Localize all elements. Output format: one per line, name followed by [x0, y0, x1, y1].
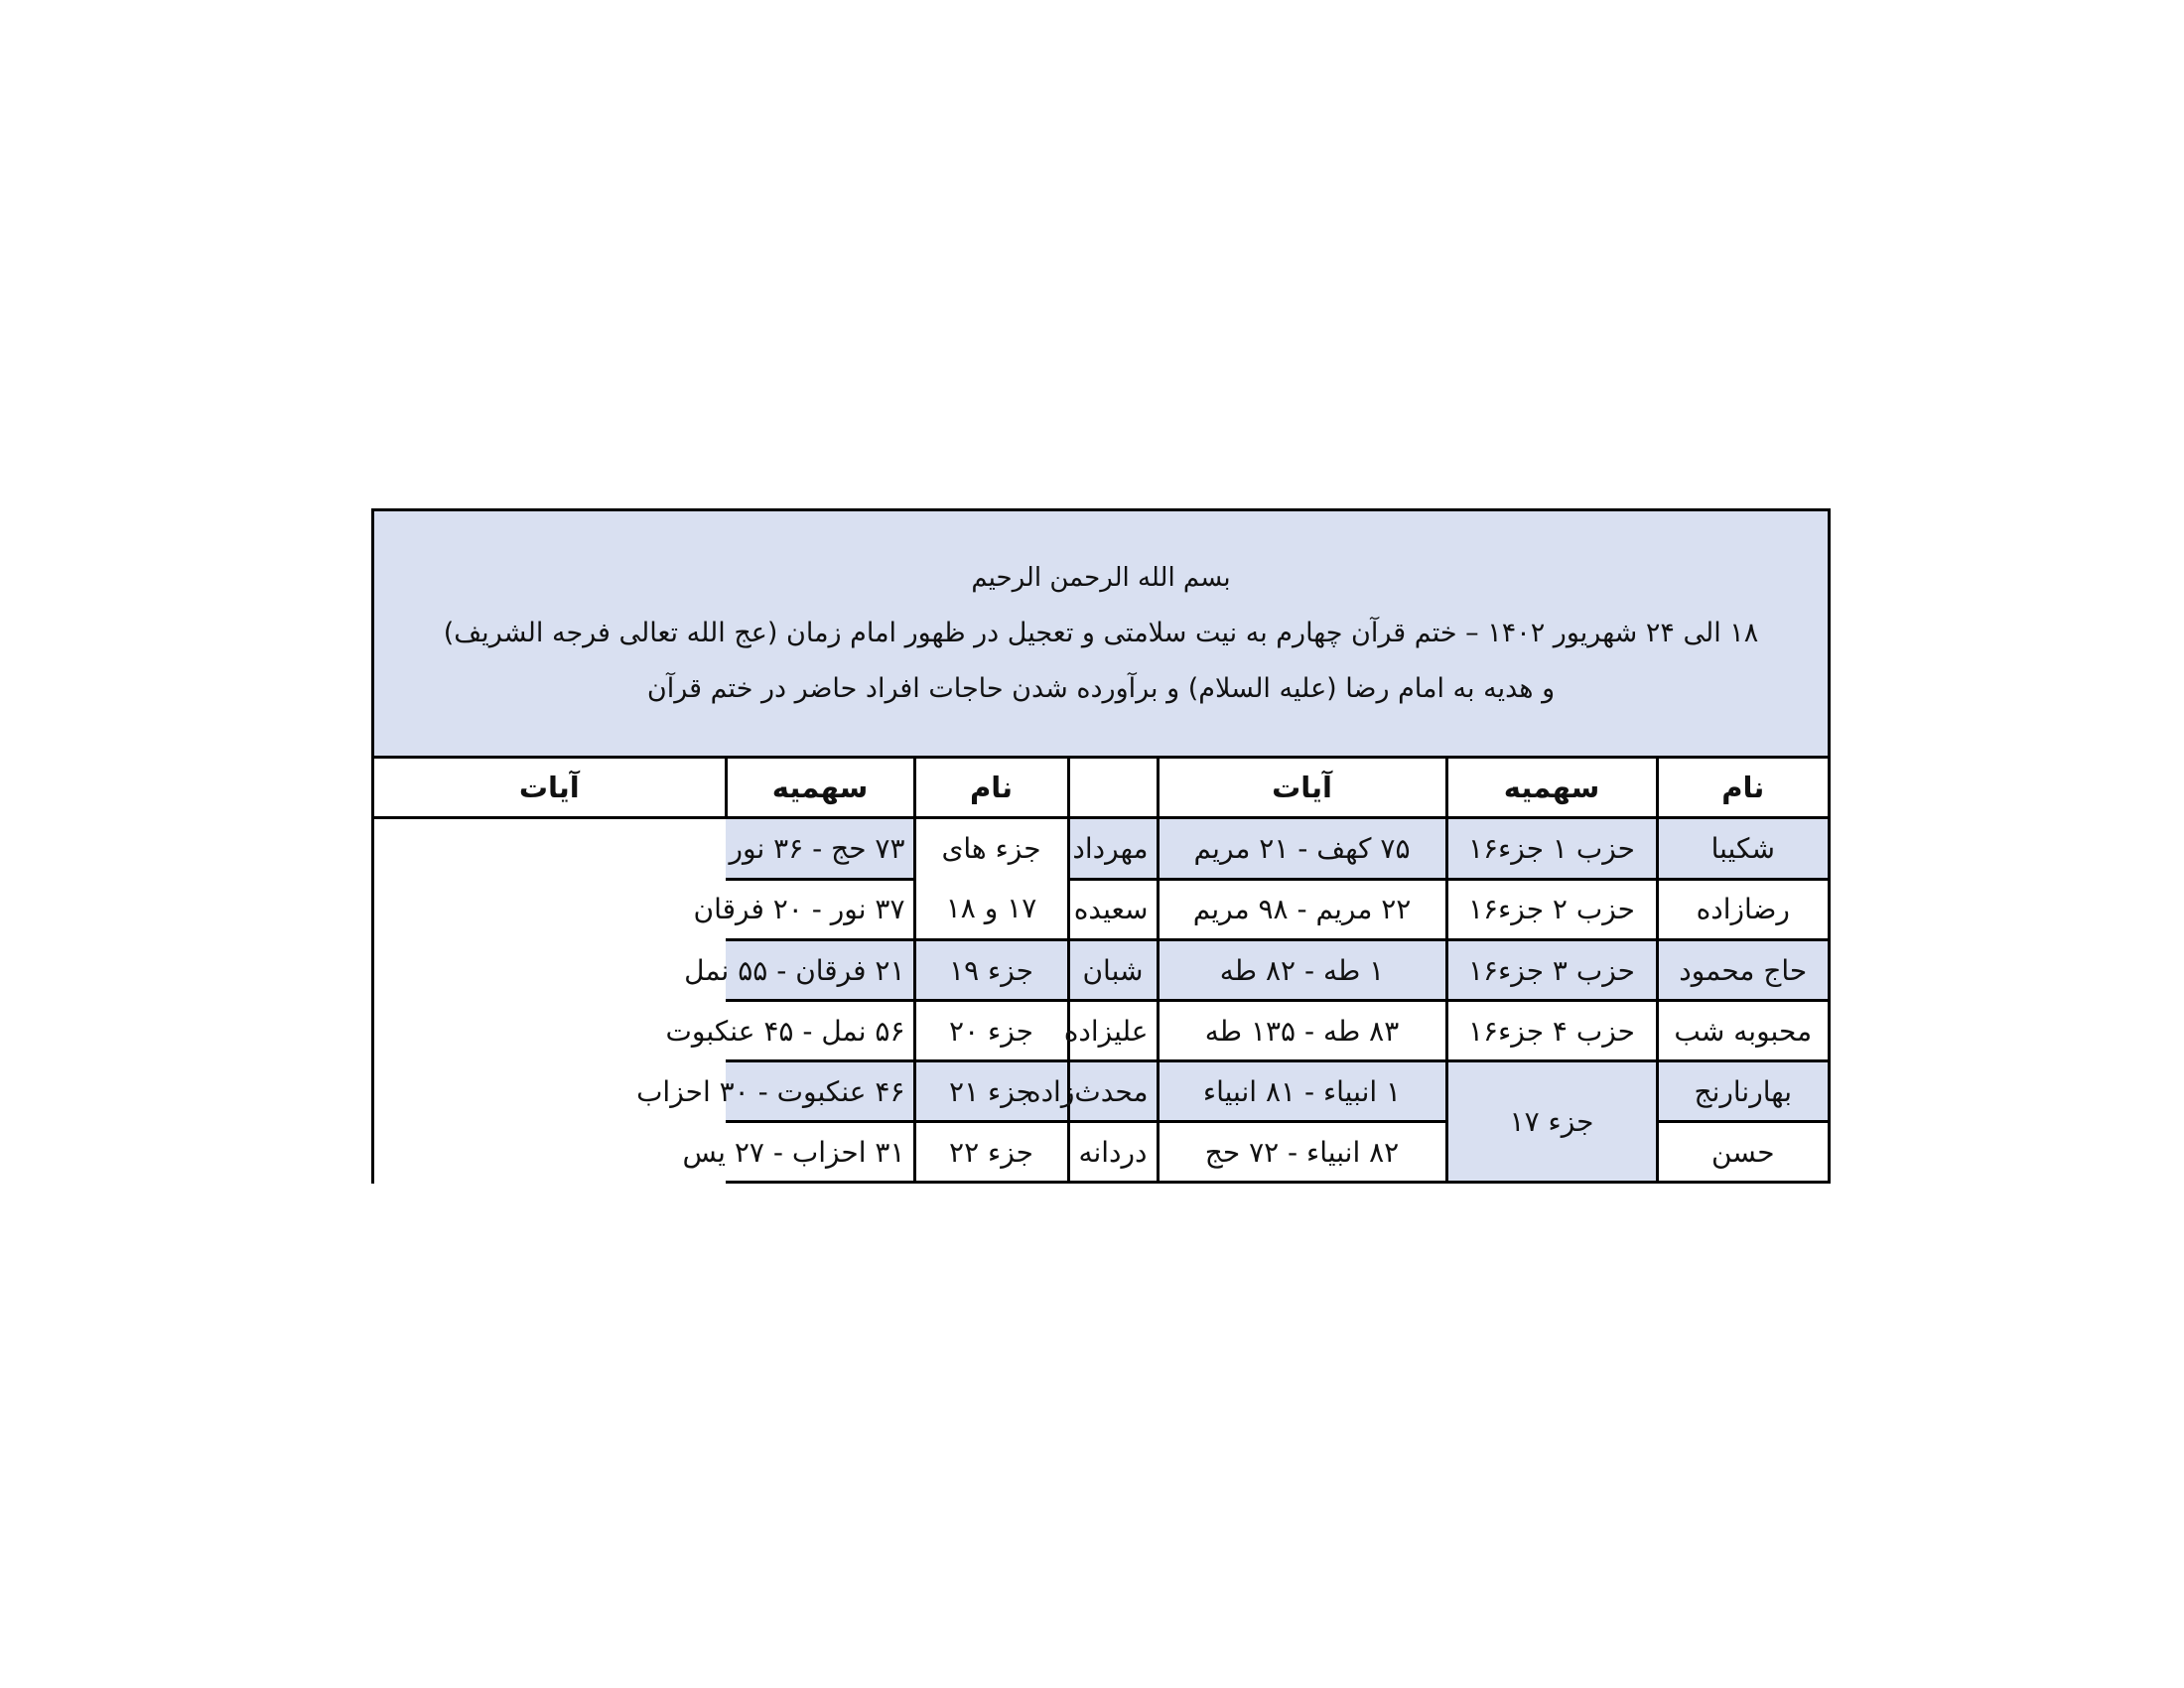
right-verses-cell: ۲۲ مریم - ۹۸ مریم — [1158, 879, 1446, 940]
left-col-quota-header: سهمیه — [726, 759, 914, 818]
left-name-cell: دردانه — [1068, 1122, 1158, 1183]
right-verses-cell: ۷۵ کهف - ۲۱ مریم — [1158, 818, 1446, 880]
right-quota-cell: حزب ۲ جزء۱۶ — [1446, 879, 1657, 940]
right-verses-cell: ۸۳ طه - ۱۳۵ طه — [1158, 1001, 1446, 1061]
right-col-name-header: نام — [1657, 759, 1828, 818]
right-name-cell: رضازاده — [1657, 879, 1828, 940]
right-name-cell: شکیبا — [1657, 818, 1828, 880]
left-name-cell: سعیده — [1068, 879, 1158, 940]
column-gap — [1068, 759, 1158, 818]
left-verses-cell: ۷۳ حج - ۳۶ نور — [726, 818, 914, 880]
left-name-cell: محدث‌زاده — [1068, 1061, 1158, 1122]
left-verses-cell: ۲۱ فرقان - ۵۵ نمل — [726, 940, 914, 1001]
assignment-table — [374, 759, 1828, 1184]
right-name-cell: حاج محمود — [1657, 940, 1828, 1001]
right-verses-cell: ۸۲ انبیاء - ۷۲ حج — [1158, 1122, 1446, 1183]
right-col-verses-header: آیات — [1158, 759, 1446, 818]
left-name-cell: علیزاده — [1068, 1001, 1158, 1061]
left-verses-cell: ۴۶ عنکبوت - ۳۰ احزاب — [726, 1061, 914, 1122]
left-quota-line: جزء های — [941, 832, 1041, 865]
title-line-dedication: و هدیه به امام رضا (علیه السلام) و برآورده شدن حاجات افراد حاضر در ختم قرآن — [646, 673, 1556, 704]
left-name-cell: مهرداد — [1068, 818, 1158, 880]
table-row — [374, 879, 1828, 940]
right-quota-cell: حزب ۳ جزء۱۶ — [1446, 940, 1657, 1001]
table-row — [374, 818, 1828, 880]
left-col-verses-header: آیات — [374, 759, 726, 818]
left-quota-cell: جزء ۲۱ — [914, 1061, 1068, 1122]
left-quota-cell: جزء ۲۰ — [914, 1001, 1068, 1061]
left-verses-cell: ۳۷ نور - ۲۰ فرقان — [726, 879, 914, 940]
header-row — [374, 759, 1828, 818]
right-verses-cell: ۱ انبیاء - ۸۱ انبیاء — [1158, 1061, 1446, 1122]
title-block — [374, 511, 1828, 759]
right-verses-cell: ۱ طه - ۸۲ طه — [1158, 940, 1446, 1001]
right-name-cell: حسن — [1657, 1122, 1828, 1183]
right-quota-merged-cell: جزء ۱۷ — [1446, 1061, 1657, 1183]
left-verses-cell: ۵۶ نمل - ۴۵ عنکبوت — [726, 1001, 914, 1061]
table-row — [374, 1001, 1828, 1061]
left-quota-line: ۱۷ و ۱۸ — [945, 892, 1037, 924]
right-col-quota-header: سهمیه — [1446, 759, 1657, 818]
right-quota-cell: حزب ۱ جزء۱۶ — [1446, 818, 1657, 880]
table-row — [374, 1061, 1828, 1122]
right-name-cell: محبوبه شب — [1657, 1001, 1828, 1061]
khatm-quran-sheet — [371, 508, 1831, 1184]
left-col-name-header: نام — [914, 759, 1068, 818]
left-quota-cell: جزء ۱۹ — [914, 940, 1068, 1001]
left-name-cell: شبان — [1068, 940, 1158, 1001]
basmala: بسم الله الرحمن الرحیم — [971, 563, 1231, 593]
left-quota-merged-cell — [914, 818, 1068, 940]
left-verses-cell: ۳۱ احزاب - ۲۷ یس — [726, 1122, 914, 1183]
right-name-cell: بهارنارنج — [1657, 1061, 1828, 1122]
table-row — [374, 940, 1828, 1001]
right-quota-cell: حزب ۴ جزء۱۶ — [1446, 1001, 1657, 1061]
left-quota-cell: جزء ۲۲ — [914, 1122, 1068, 1183]
title-line-dates-intention: ۱۸ الی ۲۴ شهریور ۱۴۰۲ – ختم قرآن چهارم به نیت سلامتی و تعجیل در ظهور امام زمان (عج الله تعالی فرجه الشریف) — [443, 618, 1759, 648]
